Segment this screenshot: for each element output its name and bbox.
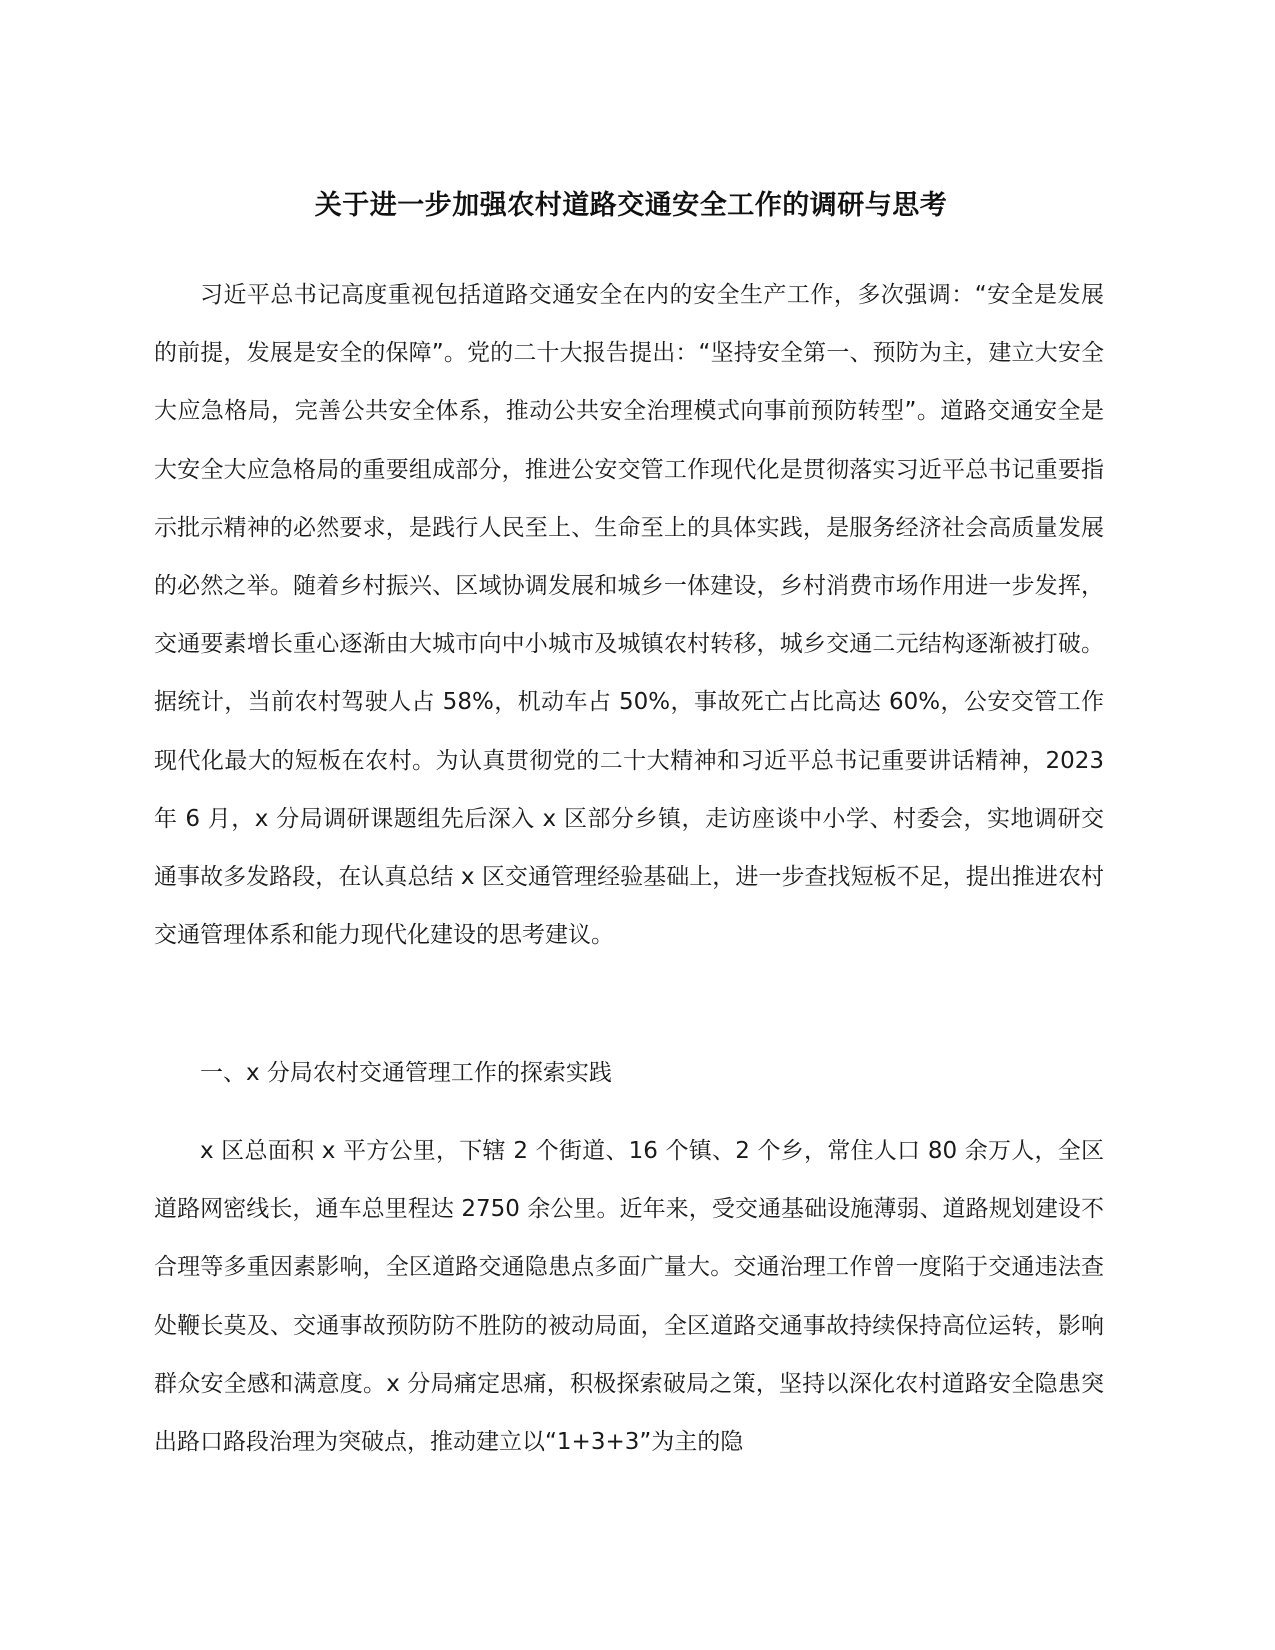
paragraph-district-overview: x 区总面积 x 平方公里，下辖 2 个街道、16 个镇、2 个乡，常住人口 80 余万人，全区道路网密线长，通车总里程达 2750 余公里。近年来，受交通基础设施薄弱、道路规划建设不合理等多重因素影响，全区道路交通隐患点多面广量大。交通治理工作曾一度陷于交通违法查处鞭长莫及、交通事故预防防不胜防的被动局面，全区道路交通事故持续保持高位运转，影响群众安全感和满意度。x 分局痛定思痛，积极探索破局之策，坚持以深化农村道路安全隐患突出路口路段治理为突破点，推动建立以“1+3+3”为主的隐 (154, 1138, 1104, 1456)
document-title: 关于进一步加强农村道路交通安全工作的调研与思考 (314, 190, 948, 221)
section-heading: 一、x 分局农村交通管理工作的探索实践 (200, 1060, 612, 1086)
paragraph-introduction: 习近平总书记高度重视包括道路交通安全在内的安全生产工作，多次强调：“安全是发展的前提，发展是安全的保障”。党的二十大报告提出：“坚持安全第一、预防为主，建立大安全大应急格局，完善公共安全体系，推动公共安全治理模式向事前预防转型”。道路交通安全是大安全大应急格局的重要组成部分，推进公安交管工作现代化是贯彻落实习近平总书记重要指示批示精神的必然要求，是践行人民至上、生命至上的具体实践，是服务经济社会高质量发展的必然之举。随着乡村振兴、区域协调发展和城乡一体建设，乡村消费市场作用进一步发挥，交通要素增长重心逐渐由大城市向中小城市及城镇农村转移，城乡交通二元结构逐渐被打破。据统计，当前农村驾驶人占 58%，机动车占 50%，事故死亡占比高达 60%，公安交管工作现代化最大的短板在农村。为认真贯彻党的二十大精神和习近平总书记重要讲话精神，2023 年 6 月，x 分局调研课题组先后深入 x 区部分乡镇，走访座谈中小学、村委会，实地调研交通事故多发路段，在认真总结 x 区交通管理经验基础上，进一步查找短板不足，提出推进农村交通管理体系和能力现代化建设的思考建议。 (154, 282, 1104, 949)
